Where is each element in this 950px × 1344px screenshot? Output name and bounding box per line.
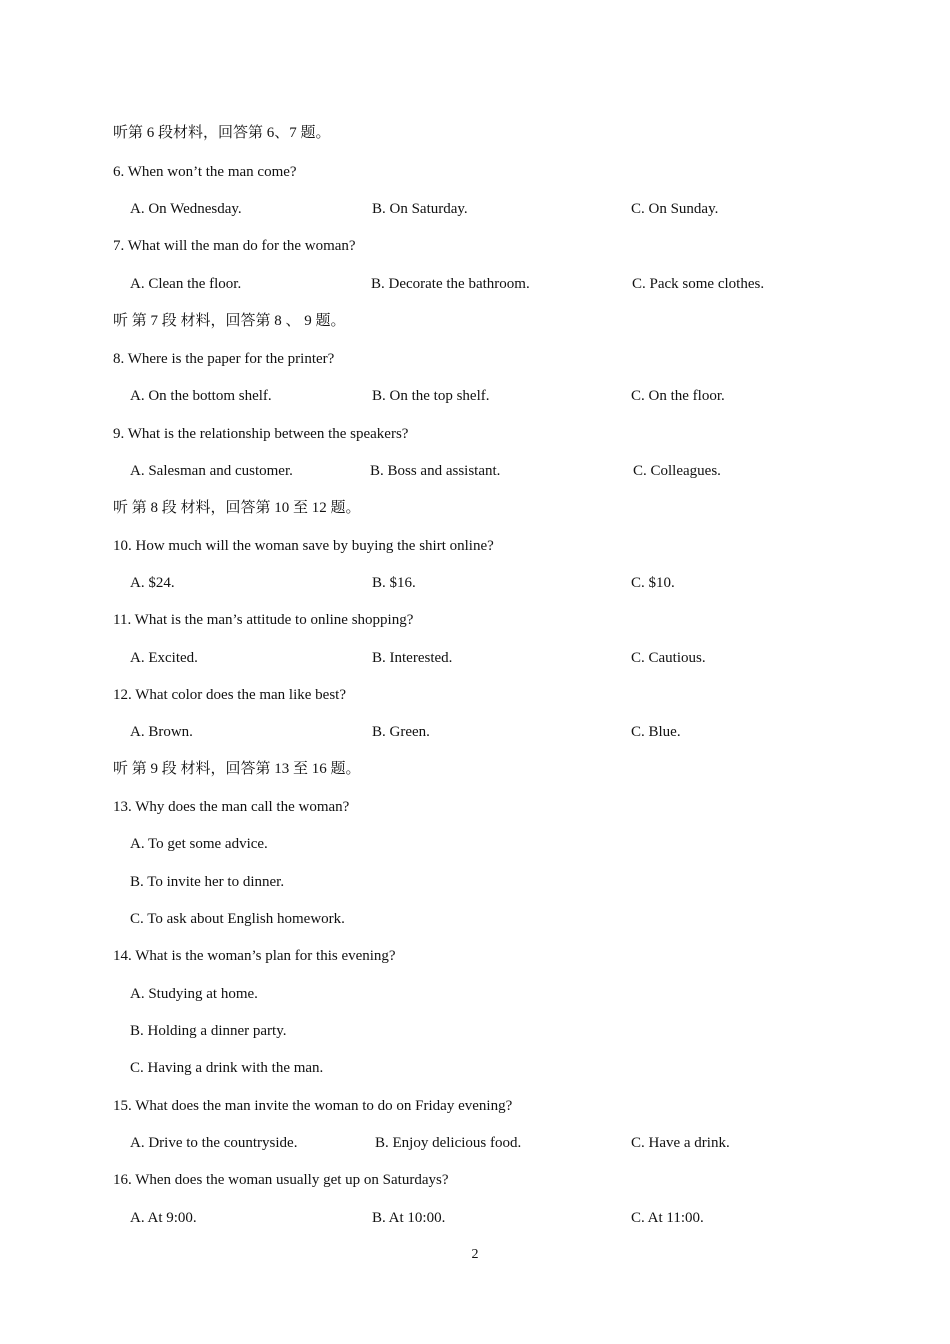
page-number: 2	[471, 1247, 479, 1262]
option-16-b[interactable]: B. At 10:00.	[372, 1210, 446, 1226]
option-12-a[interactable]: A. Brown.	[130, 724, 193, 740]
section-header-7: 听 第 7 段 材料，回答第 8 、 9 题。	[113, 313, 346, 329]
question-6: 6. When won’t the man come?	[113, 164, 297, 180]
option-13-c[interactable]: C. To ask about English homework.	[130, 911, 345, 927]
option-11-b[interactable]: B. Interested.	[372, 650, 453, 666]
option-8-c[interactable]: C. On the floor.	[631, 388, 725, 404]
option-6-b[interactable]: B. On Saturday.	[372, 201, 468, 217]
question-15: 15. What does the man invite the woman to do on Friday evening?	[113, 1098, 513, 1114]
option-12-c[interactable]: C. Blue.	[631, 724, 681, 740]
option-11-c[interactable]: C. Cautious.	[631, 650, 706, 666]
question-7: 7. What will the man do for the woman?	[113, 238, 356, 254]
option-6-c[interactable]: C. On Sunday.	[631, 201, 719, 217]
option-9-a[interactable]: A. Salesman and customer.	[130, 463, 293, 479]
question-16: 16. When does the woman usually get up on Saturdays?	[113, 1172, 449, 1188]
option-7-a[interactable]: A. Clean the floor.	[130, 276, 242, 292]
option-10-b[interactable]: B. $16.	[372, 575, 416, 591]
option-9-b[interactable]: B. Boss and assistant.	[370, 463, 501, 479]
option-10-c[interactable]: C. $10.	[631, 575, 675, 591]
option-14-a[interactable]: A. Studying at home.	[130, 986, 258, 1002]
option-15-a[interactable]: A. Drive to the countryside.	[130, 1135, 298, 1151]
option-10-a[interactable]: A. $24.	[130, 575, 175, 591]
question-14: 14. What is the woman’s plan for this evening?	[113, 948, 396, 964]
section-header-9: 听 第 9 段 材料，回答第 13 至 16 题。	[113, 761, 361, 777]
option-15-b[interactable]: B. Enjoy delicious food.	[375, 1135, 522, 1151]
option-7-b[interactable]: B. Decorate the bathroom.	[371, 276, 530, 292]
section-header-6: 听第 6 段材料，回答第 6、7 题。	[113, 125, 331, 141]
section-header-8: 听 第 8 段 材料，回答第 10 至 12 题。	[113, 500, 361, 516]
question-9: 9. What is the relationship between the speakers?	[113, 426, 409, 442]
option-15-c[interactable]: C. Have a drink.	[631, 1135, 730, 1151]
option-13-b[interactable]: B. To invite her to dinner.	[130, 874, 285, 890]
option-6-a[interactable]: A. On Wednesday.	[130, 201, 242, 217]
option-8-a[interactable]: A. On the bottom shelf.	[130, 388, 272, 404]
option-13-a[interactable]: A. To get some advice.	[130, 836, 268, 852]
question-10: 10. How much will the woman save by buying the shirt online?	[113, 538, 494, 554]
option-7-c[interactable]: C. Pack some clothes.	[632, 276, 765, 292]
option-16-c[interactable]: C. At 11:00.	[631, 1210, 704, 1226]
option-14-b[interactable]: B. Holding a dinner party.	[130, 1023, 287, 1039]
option-12-b[interactable]: B. Green.	[372, 724, 430, 740]
option-11-a[interactable]: A. Excited.	[130, 650, 198, 666]
question-12: 12. What color does the man like best?	[113, 687, 346, 703]
question-13: 13. Why does the man call the woman?	[113, 799, 350, 815]
question-11: 11. What is the man’s attitude to online shopping?	[113, 612, 414, 628]
option-8-b[interactable]: B. On the top shelf.	[372, 388, 490, 404]
question-8: 8. Where is the paper for the printer?	[113, 351, 335, 367]
option-9-c[interactable]: C. Colleagues.	[633, 463, 721, 479]
option-16-a[interactable]: A. At 9:00.	[130, 1210, 197, 1226]
option-14-c[interactable]: C. Having a drink with the man.	[130, 1060, 324, 1076]
